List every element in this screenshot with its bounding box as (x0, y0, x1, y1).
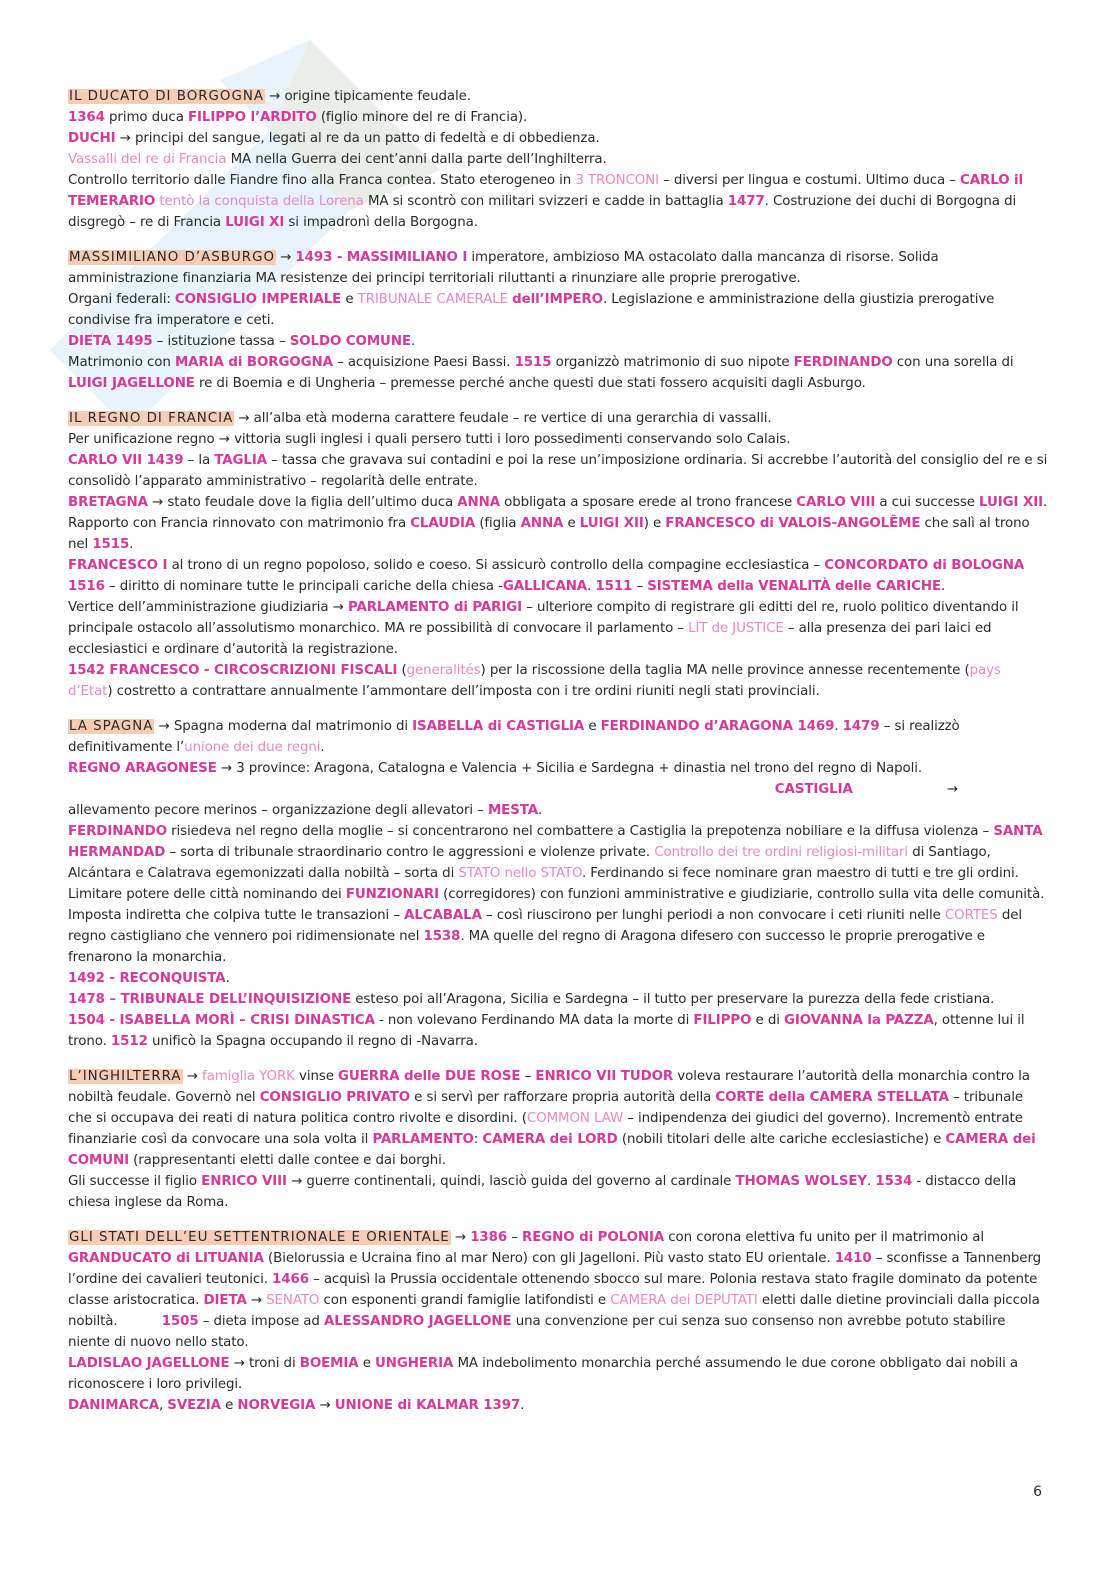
highlight-term: LUIGI XII (579, 516, 644, 531)
paragraph (68, 1353, 1048, 1395)
highlight-term: 1386 (470, 1230, 508, 1245)
highlight-term: ENRICO VII TUDOR (535, 1069, 674, 1084)
body-text: → guerre continentali, quindi, lasciò guida del governo al cardinale (286, 1174, 736, 1189)
body-text: . Legislazione e amministrazione della giustizia prerogative condivise fra imperatore e ceti. (68, 292, 995, 328)
paragraph (68, 758, 1048, 779)
highlight-term: ANNA (520, 516, 564, 531)
body-text: → (315, 1398, 335, 1413)
body-text: Per unificazione regno → vittoria sugli inglesi i quali persero tutti i loro possedimenti conservando solo Calais. (68, 432, 791, 447)
highlight-term: 1492 - RECONQUISTA (68, 971, 226, 986)
body-text: – tassa che gravava sui contadini e poi la rese un’imposizione ordinaria. Si accrebbe l’autorità del consiglio del re e si consolidò l’apparato amministrativo – regolarità delle entrate. (68, 453, 1048, 489)
secondary-term: COMMON LAW (526, 1111, 624, 1126)
section-borgogna (68, 86, 1048, 233)
secondary-term: famiglia YORK (202, 1069, 295, 1084)
body-text: – (632, 579, 648, 594)
body-text: (figlio minore del re di Francia). (316, 110, 528, 125)
body-text: re di Boemia e di Ungheria – premesse perché anche questi due stati fossero acquisiti dagli Asburgo. (194, 376, 866, 391)
paragraph (68, 968, 1048, 989)
highlight-term: FERDINANDO (793, 355, 893, 370)
body-text: eletti dalle dietine provinciali dalla piccola nobiltà. (68, 1293, 1040, 1329)
body-text: – alla presenza dei pari laici ed ecclesiastici e ordinare d’autorità la registrazione. (68, 621, 992, 657)
paragraph (68, 821, 1048, 884)
highlight-term: 1466 (272, 1272, 309, 1287)
paragraph (68, 149, 1048, 170)
highlight-term: UNGHERIA (375, 1356, 454, 1371)
highlight-term: CAMERA dei LORD (482, 1132, 618, 1147)
body-text: al trono di un regno popoloso, solido e coeso. Si assicurò controllo della compagine ecclesiastica – (167, 558, 825, 573)
secondary-term: Controllo dei tre ordini religiosi-militari (654, 845, 909, 860)
section-eu-settentrionale (68, 1227, 1048, 1416)
body-text: Controllo territorio dalle Fiandre fino alla Franca contea. Stato eterogeneo in (68, 173, 576, 188)
body-text: . (941, 579, 946, 594)
body-text: e (563, 516, 580, 531)
section-heading: IL REGNO DI FRANCIA (69, 411, 234, 426)
highlight-term: 1512 (110, 1034, 148, 1049)
highlight-term: ENRICO VIII (201, 1174, 287, 1189)
body-text: . Ferdinando si fece nominare gran maestro di tutti e tre gli ordini. (581, 866, 1019, 881)
paragraph (68, 884, 1048, 905)
highlight-term: CAMERA dei COMUNI (68, 1132, 1036, 1168)
highlight-term: TAGLIA (214, 453, 267, 468)
paragraph (68, 429, 1048, 450)
body-text: . (225, 971, 230, 986)
highlight-term: 1538 (423, 929, 461, 944)
highlight-term: GALLICANA (502, 579, 588, 594)
paragraph (68, 128, 1048, 149)
body-text: Matrimonio con (68, 355, 175, 370)
paragraph (68, 492, 1048, 555)
body-text: → (942, 782, 958, 797)
body-text: – tribunale che si occupava dei reati di natura politica contro rivolte e disordini. ( (68, 1090, 1024, 1126)
body-text: . (834, 719, 843, 734)
body-text: risiedeva nel regno della moglie – si concentrarono nel combattere a Castiglia la prepotenza nobiliare e la diffusa violenza – (166, 824, 994, 839)
body-text: MA si scontrò con militari svizzeri e cadde in battaglia (363, 194, 728, 209)
body-text: Limitare potere delle città nominando dei (68, 887, 346, 902)
paragraph (68, 331, 1048, 352)
secondary-term: generalités (406, 663, 481, 678)
highlight-term: SISTEMA della VENALITÀ delle CARICHE (647, 579, 942, 594)
section-heading: LA SPAGNA (69, 719, 154, 734)
body-text: – sconfisse a Tannenberg l’ordine dei cavalieri teutonici. (68, 1251, 1042, 1287)
body-text: – acquisizione Paesi Bassi. (332, 355, 515, 370)
highlight-term: CARLO VII 1439 (68, 453, 184, 468)
body-text: , (158, 1398, 168, 1413)
body-text: – acquisì la Prussia occidentale ottenendo sbocco sul mare. Polonia restava stato fragile dominato da potente classe aristocratica. (68, 1272, 1038, 1308)
paragraph (68, 1010, 1048, 1052)
highlight-term: CARLO VIII (796, 495, 876, 510)
highlight-term: BRETAGNA (68, 495, 148, 510)
body-text: – (520, 1069, 536, 1084)
body-text: del regno castigliano che vennero poi ridimensionate nel (68, 908, 1022, 944)
body-text: → Spagna moderna dal matrimonio di (154, 719, 413, 734)
body-text: – dieta impose ad (198, 1314, 324, 1329)
body-text: di Santiago, Alcántara e Calatrava egemonizzati dalla nobiltà – sorta di (68, 845, 991, 881)
body-text: unificò la Spagna occupando il regno di -Navarra. (147, 1034, 478, 1049)
body-text: (corregidores) con funzioni amministrative e giudiziarie, controllo sulla vita delle comunità. (438, 887, 1045, 902)
body-text: – diversi per lingua e costumi. Ultimo duca – (659, 173, 961, 188)
highlight-term: ALESSANDRO JAGELLONE (323, 1314, 512, 1329)
body-text: . (867, 1174, 876, 1189)
highlight-term: 1505 (161, 1314, 199, 1329)
highlight-term: ALCABALA (404, 908, 482, 923)
document-body (68, 86, 1048, 1430)
body-text: → troni di (229, 1356, 300, 1371)
secondary-term: LIT de JUSTICE (688, 621, 784, 636)
body-text: . (587, 579, 596, 594)
highlight-term: CONSIGLIO PRIVATO (259, 1090, 410, 1105)
highlight-term: 1542 FRANCESCO - CIRCOSCRIZIONI FISCALI (68, 663, 398, 678)
body-text: : (473, 1132, 483, 1147)
paragraph (68, 660, 1048, 702)
highlight-term: dell’IMPERO (512, 292, 603, 307)
section-heading: IL DUCATO DI BORGOGNA (69, 89, 265, 104)
body-text: MA indebolimento monarchia perché assumendo le due corone obbligato dai nobili a riconoscere i loro privilegi. (68, 1356, 1018, 1392)
body-text: ( (397, 663, 407, 678)
body-text: organizzò matrimonio di suo nipote (551, 355, 794, 370)
highlight-term: LUIGI JAGELLONE (68, 376, 195, 391)
paragraph (68, 716, 1048, 758)
secondary-term: pays d’Etat (68, 663, 1001, 699)
highlight-term: CASTIGLIA (774, 782, 853, 797)
highlight-term: CONSIGLIO IMPERIALE (174, 292, 342, 307)
highlight-term: REGNO di POLONIA (522, 1230, 665, 1245)
highlight-term: DANIMARCA (68, 1398, 159, 1413)
section-heading: GLI STATI DELL’EU SETTENTRIONALE E ORIENTALE (69, 1230, 450, 1245)
body-text: → (182, 1069, 202, 1084)
body-text: . Costruzione dei duchi di Borgogna di disgregò – re di Francia (68, 194, 1017, 230)
body-text: a cui successe (875, 495, 980, 510)
secondary-term: SENATO (266, 1293, 320, 1308)
highlight-term: SANTA HERMANDAD (68, 824, 1043, 860)
highlight-term: GIOVANNA la PAZZA (784, 1013, 934, 1028)
secondary-term: tentò la conquista della Lorena (159, 194, 364, 209)
highlight-term: LUIGI XII (979, 495, 1043, 510)
highlight-term: FILIPPO l’ARDITO (187, 110, 317, 125)
paragraph (68, 352, 1048, 394)
body-text: e (341, 292, 358, 307)
body-text: Organi federali: (68, 292, 175, 307)
highlight-term: SOLDO COMUNE (289, 334, 411, 349)
highlight-term: BOEMIA (299, 1356, 359, 1371)
paragraph (68, 1395, 1048, 1416)
highlight-term: 1479 (842, 719, 880, 734)
body-text: (rappresentanti eletti dalle contee e dai borghi. (129, 1153, 446, 1168)
highlight-term: 1410 (834, 1251, 872, 1266)
paragraph (68, 989, 1048, 1010)
body-text: primo duca (104, 110, 188, 125)
body-text: Vertice dell’amministrazione giudiziaria → (68, 600, 348, 615)
highlight-term: SVEZIA (167, 1398, 221, 1413)
body-text: . (411, 334, 416, 349)
body-text: . (320, 740, 325, 755)
highlight-term: 1504 - ISABELLA MORÌ – CRISI DINASTICA (68, 1013, 375, 1028)
body-text: – istituzione tassa – (152, 334, 290, 349)
body-text: – sorta di tribunale straordinario contro le aggressioni e violenze private. (165, 845, 655, 860)
body-text: con esponenti grandi famiglie latifondisti e (319, 1293, 611, 1308)
paragraph (68, 170, 1048, 233)
secondary-term: CAMERA dei DEPUTATI (610, 1293, 758, 1308)
highlight-term: FERDINANDO (68, 824, 167, 839)
paragraph (68, 247, 1048, 289)
secondary-term: Vassalli del re di Francia (68, 152, 227, 167)
body-text: ) costretto a contrattare annualmente l’ammontare dell’imposta con i tre ordini riuniti negli stati provinciali. (107, 684, 820, 699)
paragraph (68, 1171, 1048, 1213)
paragraph (68, 779, 1048, 800)
body-text: → principi del sangue, legati al re da un patto di fedeltà e di obbedienza. (115, 131, 600, 146)
highlight-term: 1477 (727, 194, 765, 209)
section-asburgo (68, 247, 1048, 394)
body-text: Imposta indiretta che colpiva tutte le transazioni – (68, 908, 405, 923)
body-text: – così riuscirono per lunghi periodi a non convocare i ceti riuniti nelle (481, 908, 945, 923)
highlight-term: 1364 (68, 110, 105, 125)
body-text: , ottenne lui il trono. (68, 1013, 1025, 1049)
body-text: . Rapporto con Francia rinnovato con matrimonio fra (68, 495, 1048, 531)
body-text: si impadronì della Borgogna. (284, 215, 478, 230)
section-inghilterra (68, 1066, 1048, 1213)
body-text: → origine tipicamente feudale. (265, 89, 471, 104)
highlight-term: NORVEGIA (237, 1398, 316, 1413)
highlight-term: ISABELLA di CASTIGLIA (412, 719, 585, 734)
highlight-term: 1493 - MASSIMILIANO I (295, 250, 468, 265)
highlight-term: CONCORDATO di BOLOGNA 1516 (68, 558, 1025, 594)
body-text: con una sorella di (892, 355, 1014, 370)
body-text: ) e (643, 516, 666, 531)
body-text: e (358, 1356, 375, 1371)
body-text: (nobili titolari delle alte cariche ecclesiastiche) e (617, 1132, 946, 1147)
highlight-term: PARLAMENTO di PARIGI (347, 600, 523, 615)
body-text: . (129, 537, 134, 552)
highlight-term: FRANCESCO I (68, 558, 168, 573)
body-text: → (275, 250, 296, 265)
highlight-term: DUCHI (68, 131, 116, 146)
body-text: allevamento pecore merinos – organizzazione degli allevatori – (68, 803, 488, 818)
body-text: → stato feudale dove la figlia dell’ultimo duca (147, 495, 458, 510)
highlight-term: CLAUDIA (410, 516, 476, 531)
body-text: con corona elettiva fu unito per il matrimonio al (664, 1230, 985, 1245)
highlight-term: REGNO ARAGONESE (68, 761, 217, 776)
body-text: voleva restaurare l’autorità della monarchia contro la nobiltà feudale. Governò nel (68, 1069, 1030, 1105)
paragraph (68, 408, 1048, 429)
body-text: una convenzione per cui senza suo consenso non avrebbe potuto stabilire niente di nuovo nello stato. (68, 1314, 1006, 1350)
body-text: . (520, 1398, 525, 1413)
body-text: → all’alba età moderna carattere feudale – re vertice di una gerarchia di vassalli. (234, 411, 772, 426)
highlight-term: 1534 (875, 1174, 913, 1189)
paragraph (68, 86, 1048, 107)
section-francia (68, 408, 1048, 702)
highlight-term: GUERRA delle DUE ROSE (338, 1069, 521, 1084)
highlight-term: 1515 (92, 537, 130, 552)
highlight-term: CARLO il TEMERARIO (68, 173, 1024, 209)
body-text: (figlia (475, 516, 521, 531)
body-text: MA nella Guerra dei cent’anni dalla parte dell’Inghilterra. (226, 152, 607, 167)
highlight-term: GRANDUCATO di LITUANIA (68, 1251, 264, 1266)
body-text: – ulteriore compito di registrare gli editti del re, ruolo politico diventando il principale ostacolo all’assolutismo monarchico. MA re possibilità di convocare il parlamento – (68, 600, 1019, 636)
body-text: (Bielorussia e Ucraina fino al mar Nero) con gli Jagelloni. Più vasto stato EU orientale. (263, 1251, 835, 1266)
section-heading: MASSIMILIANO D’ASBURGO (69, 250, 275, 265)
paragraph (68, 597, 1048, 660)
paragraph (68, 800, 1048, 821)
secondary-term: unione dei due regni (184, 740, 321, 755)
highlight-term: FERDINANDO d’ARAGONA 1469 (600, 719, 835, 734)
paragraph (68, 1227, 1048, 1353)
body-text: → (450, 1230, 471, 1245)
paragraph (68, 289, 1048, 331)
body-text: → 3 province: Aragona, Catalogna e Valencia + Sicilia e Sardegna + dinastia nel trono del regno di Napoli. (216, 761, 923, 776)
body-text: e (220, 1398, 238, 1413)
secondary-term: STATO nello STATO (458, 866, 582, 881)
highlight-term: FRANCESCO di VALOIS-ANGOLÊME (665, 516, 921, 531)
section-spagna (68, 716, 1048, 1052)
body-text: Gli successe il figlio (68, 1174, 202, 1189)
page-number: 6 (1033, 1484, 1042, 1500)
body-text: → (246, 1293, 267, 1308)
section-heading: L’INGHILTERRA (69, 1069, 182, 1084)
secondary-term: 3 TRONCONI (575, 173, 659, 188)
paragraph (68, 905, 1048, 968)
highlight-term: 1478 – TRIBUNALE DELL’INQUISIZIONE (68, 992, 352, 1007)
body-text: ) per la riscossione della taglia MA nelle province annesse recentemente ( (480, 663, 970, 678)
highlight-term: LUIGI XI (225, 215, 285, 230)
highlight-term: CORTE della CAMERA STELLATA (715, 1090, 949, 1105)
body-text: . (538, 803, 543, 818)
paragraph (68, 450, 1048, 492)
body-text: esteso poi all’Aragona, Sicilia e Sardegna – il tutto per preservare la purezza della fede cristiana. (351, 992, 995, 1007)
body-text: – si realizzò definitivamente l’ (68, 719, 960, 755)
highlight-term: DIETA 1495 (68, 334, 153, 349)
highlight-term: THOMAS WOLSEY (735, 1174, 868, 1189)
paragraph (68, 107, 1048, 128)
highlight-term: 1515 (514, 355, 552, 370)
highlight-term: 1511 (595, 579, 633, 594)
highlight-term: ANNA (457, 495, 501, 510)
body-text: - non volevano Ferdinando MA data la morte di (374, 1013, 694, 1028)
body-text: - distacco della chiesa inglese da Roma. (68, 1174, 1017, 1210)
highlight-term: DIETA (203, 1293, 247, 1308)
highlight-term: FILIPPO (693, 1013, 752, 1028)
highlight-term: LADISLAO JAGELLONE (68, 1356, 230, 1371)
body-text: obbligata a sposare erede al trono francese (500, 495, 797, 510)
body-text: – diritto di nominare tutte le principali cariche della chiesa - (104, 579, 503, 594)
secondary-term: CORTES (944, 908, 998, 923)
secondary-term: TRIBUNALE CAMERALE (357, 292, 508, 307)
highlight-term: UNIONE di KALMAR 1397 (334, 1398, 521, 1413)
body-text: che salì al trono nel (68, 516, 1030, 552)
body-text: – indipendenza dei giudici del governo). Incrementò entrate finanziarie così da convocare una sola volta il (68, 1111, 1023, 1147)
paragraph (68, 555, 1048, 597)
highlight-term: FUNZIONARI (345, 887, 439, 902)
body-text: e di (751, 1013, 785, 1028)
body-text: e si servì per rafforzare propria autorità della (410, 1090, 716, 1105)
highlight-term: MESTA (487, 803, 539, 818)
body-text: – (507, 1230, 522, 1245)
body-text: e (584, 719, 601, 734)
body-text: vinse (294, 1069, 339, 1084)
body-text: – la (183, 453, 215, 468)
right-aligned-term (68, 779, 1048, 800)
body-text: . MA quelle del regno di Aragona difesero con successo le proprie prerogative e frenarono la monarchia. (68, 929, 985, 965)
body-text: imperatore, ambizioso MA ostacolato dalla mancanza di risorse. Solida amministrazione finanziaria MA resistenze dei principi territoriali riluttanti a rinunziare alle proprie prerogative. (68, 250, 939, 286)
paragraph (68, 1066, 1048, 1171)
highlight-term: PARLAMENTO (372, 1132, 474, 1147)
highlight-term: MARIA di BORGOGNA (174, 355, 333, 370)
